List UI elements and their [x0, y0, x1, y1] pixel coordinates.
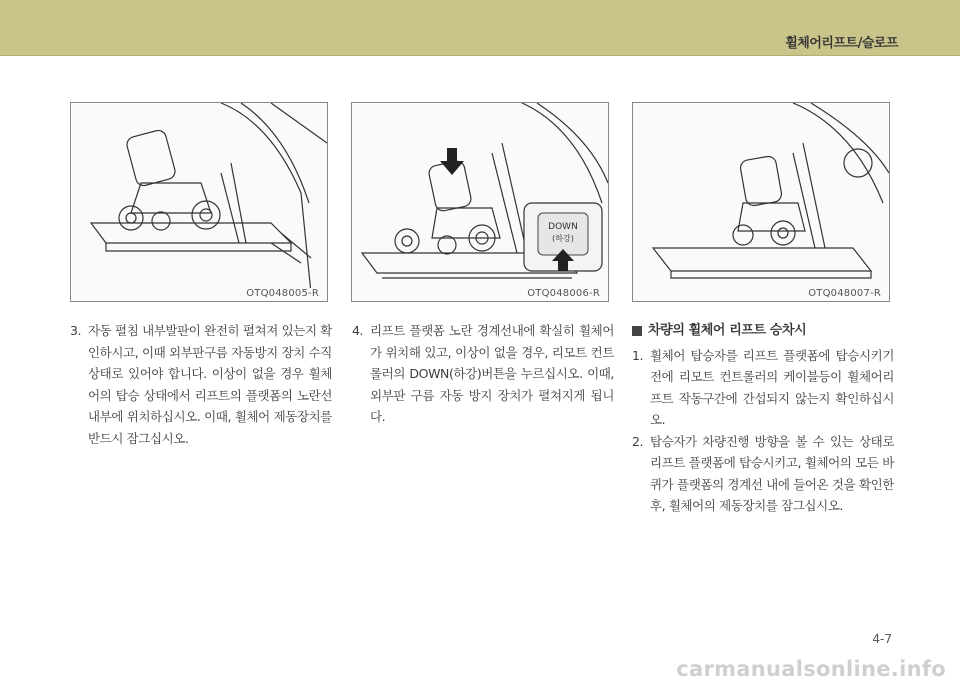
page-number: 4-7: [872, 632, 892, 646]
step-number: 4.: [352, 323, 364, 338]
figure-code: OTQ048005-R: [246, 288, 319, 299]
figure-code: OTQ048006-R: [527, 288, 600, 299]
figure-code: OTQ048007-R: [808, 288, 881, 299]
down-button-label: DOWN: [548, 222, 578, 232]
step-text: 탑승자가 차량진행 방향을 볼 수 있는 상태로 리프트 플랫폼에 탑승시키고, 휠체어의 모든 바퀴가 플랫폼의 경계선 내에 들어온 것을 확인한 후, 휠체어의 제동장치를 잠그십시오.: [650, 433, 894, 513]
instruction-step: [632, 345, 894, 431]
step-text: 리프트 플랫폼 노란 경계선내에 확실히 휠체어가 위치해 있고, 이상이 없을 경우, 리모트 컨트롤러의 DOWN(하강)버튼을 누르십시오. 이때, 외부판 구름 자동 방지 장치가 펼쳐지게 됩니다.: [370, 323, 614, 424]
instruction-step: [632, 431, 894, 517]
lift-illustration-3: [633, 103, 889, 301]
step-number: 3.: [70, 323, 82, 338]
subsection-title: 차량의 휠체어 리프트 승차시: [648, 323, 807, 338]
subsection-heading: [632, 320, 894, 342]
figure-lift-boarding: [632, 102, 890, 302]
instructions-column-1: [70, 320, 332, 449]
down-button-sublabel: (하강): [552, 234, 574, 243]
instructions-column-3: [632, 320, 894, 517]
instructions-column-2: [352, 320, 614, 428]
instruction-step: [70, 320, 332, 449]
step-text: 휠체어 탑승자를 리프트 플랫폼에 탑승시키기 전에 리모트 컨트롤러의 케이블등이 휠체어리프트 작동구간에 간섭되지 않는지 확인하십시오.: [650, 347, 894, 427]
figure-lift-down-button: [351, 102, 609, 302]
section-title: 휠체어리프트/슬로프: [785, 36, 898, 51]
step-text: 자동 펼침 내부발판이 완전히 펼쳐져 있는지 확인하시고, 이때 외부판구름 자동방지 장치 수직상태로 있어야 합니다. 이상이 없을 경우 휠체어의 탑승 상태에서 리프트의 플랫폼의 노란선 내부에 위치하십시오. 이때, 휠체어 제동장치를 반드시 잠그십시오.: [88, 323, 332, 446]
square-bullet-icon: [632, 326, 642, 336]
lift-illustration-1: [71, 103, 327, 301]
header-band: [0, 0, 960, 56]
figure-lift-platform-unfolded: [70, 102, 328, 302]
arrow-down-icon: [440, 148, 464, 175]
watermark: carmanualsonline.info: [676, 657, 946, 681]
lift-illustration-2: [352, 103, 608, 301]
step-number: 2.: [632, 433, 644, 449]
step-number: 1.: [632, 347, 644, 363]
instruction-step: [352, 320, 614, 428]
